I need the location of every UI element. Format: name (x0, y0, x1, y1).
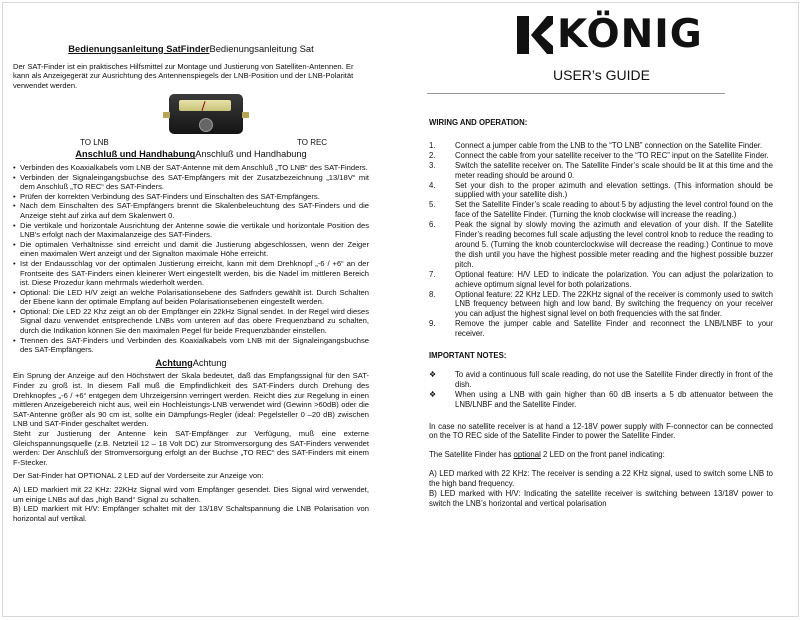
list-item: • Optional: Die LED H/V zeigt an welche Polarisationsebene des Satfnders gewählt ist. Durch Schalten der Ebene kann der optimale Empfang auf beiden Polarisationsebenen eingestellt werden. (13, 288, 369, 307)
german-led-b: B) LED markiert mit H/V: Empfänger schaltet mit der 13/18V Schaltspannung die LNB Polarisation von horizontal auf vertikal. (13, 504, 369, 523)
list-item (429, 161, 773, 181)
german-intro: Der SAT-Finder ist ein praktisches Hilfsmittel zur Montage und Justierung von Satelliten-Antennen. Er kann als Anzeigegerät zur Ausrichtung des Antennenspiegels der LNB-Position und der LNB-Polarität verwendet werden. (13, 61, 354, 90)
step-number: 8. (429, 289, 436, 299)
german-column (13, 44, 369, 523)
step-text: Optional feature: H/V LED to indicate the polarization. You can adjust the polarization to achieve optimum signal level for both polarizations. (455, 269, 773, 289)
german-warning-text: Ein Sprung der Anzeige auf den Höchstwert der Skala bedeutet, daß das Empfangssignal für den SAT-Finder zu groß ist. In diesem Fall muß die Empfindlichkeit des SAT-Finders durch Drehung des Drehknopfes „-6 / +6“ entgegen dem Uhrzeigersinn verringert werden. Reicht dies zur Regelung in einen mittleren Anzeigebereich nicht aus, weil ein Hochleistungs-LNB verwendet wird (Gewinn >60dB) oder die SAT-Antenne größer als 90 cm ist, sollte ein Dämpfungs-Regler (ideal: Pegelsteller 0 –20 dB) zwischen LNB und SAT-Finder geschaltet werden. (13, 371, 369, 429)
wiring-steps-list (429, 141, 773, 339)
german-section-warning-echo: Achtung (192, 357, 227, 368)
german-section-warning (13, 359, 369, 369)
note-text: When using a LNB with gain higher than 60 dB inserts a 5 db attenuator between the LNB/LNBF and the Satellite Finder. (455, 389, 773, 409)
diamond-bullet-icon: ❖ (429, 389, 437, 399)
list-item (429, 141, 773, 151)
konig-k-icon (517, 16, 553, 54)
german-power-text: Steht zur Justierung der Antenne kein SAT-Empfänger zur Verfügung, muß eine externe Gleichspannungsquelle (z.B. Netzteil 12 – 18 Volt DC) zur Stromversorgung des SAT-Finders verwendet werden: Der Anschluß der Stromversorgung erfolgt an der Buchse „TO REC“ des SAT-Finders mit einem F-Stecker. (13, 429, 369, 467)
list-item (429, 220, 773, 270)
header-divider (427, 93, 725, 94)
sat-finder-device-image (169, 94, 243, 134)
led-intro-pre: The Satellite Finder has (429, 450, 514, 460)
step-text: Peak the signal by slowly moving the azimuth and elevation of your dish. If the Satellite Finder’s reading becomes full scale adjusting the level control knob to reduce the reading to around 5. (Turning the knob counterclockwise will decrease the reading.) Continue to move the dish until you have the highest possible meter reading and the highest possible buzzer pitch. (455, 220, 773, 269)
label-to-lnb: TO LNB (80, 138, 109, 148)
led-intro-post: 2 LED on the front panel indicating: (540, 450, 665, 460)
led-a-text: A) LED marked with 22 KHz: The receiver is sending a 22 KHz signal, used to switch some LNB to the high band frequency. (429, 469, 773, 489)
step-text: Switch the satellite receiver on. The Satellite Finder’s scale should be lit at this time and the meter reading should be around 0. (455, 160, 773, 180)
german-led-a: A) LED markiert mit 22 KHz: 22KHz Signal wird vom Empfänger gesendet. Dies Signal wird verwendet, um einige LNBs auf das „high Band“ Signal zu schalten. (13, 484, 369, 504)
german-title (13, 44, 369, 54)
notes-list (429, 370, 773, 410)
list-item (429, 270, 773, 290)
german-instruction-list (13, 163, 369, 355)
led-intro-optional: optional (513, 450, 541, 460)
step-number: 6. (429, 220, 436, 230)
german-section-warning-main: Achtung (155, 357, 193, 368)
rec-connector (242, 112, 249, 118)
list-item: • Verbinden des Koaxialkabels vom LNB der SAT-Antenne mit dem Anschluß „TO LNB“ des SAT-Finders. (13, 163, 369, 173)
step-number: 1. (429, 140, 436, 150)
led-b-text: B) LED marked with H/V: Indicating the satellite receiver is switching between 13/18V power to switch the LNB’s horizontal and vertical polarisation (429, 489, 773, 508)
led-intro-text (429, 450, 773, 460)
step-text: Remove the jumper cable and Satellite Finder and reconnect the LNB/LNBF to your receiver. (455, 319, 773, 339)
step-number: 3. (429, 160, 436, 170)
note-text: To avid a continuous full scale reading, do not use the Satellite Finder directly in front of the dish. (455, 369, 773, 389)
list-item: • Die vertikale und horizontale Ausrichtung der Antenne sowie die vertikale und horizontale Position des LNB's erfolgt nach der Maximalanzeige des SAT-Finders. (13, 221, 369, 240)
list-item (429, 151, 773, 161)
step-number: 5. (429, 200, 436, 210)
users-guide-title: USER’s GUIDE (553, 67, 650, 83)
list-item: • Optional: Die LED 22 Khz zeigt an ob der Empfänger ein 22kHz Signal sendet. In der Regel wird dieses Signal dazu verwendet entsprechende LNBs vom unteren auf das obere Frequenzband zu schalten, durch die Indikation können Sie den maximalen Pegel für beide Frequenzbänder einstellen. (13, 307, 369, 336)
step-number: 2. (429, 150, 436, 160)
list-item: • Verbinden der Signaleingangsbuchse des SAT-Empfängers mit der Zusatzbezeichnung „13/18V“ mit dem Anschluß „TO REC“ des SAT-Finders. (13, 173, 369, 192)
wiring-heading: WIRING AND OPERATION: (429, 118, 528, 127)
list-item (429, 181, 773, 201)
step-text: Connect a jumper cable from the LNB to the “TO LNB” connection on the Satellite Finder. (455, 140, 763, 150)
step-text: Connect the cable from your satellite receiver to the “TO REC” input on the Satellite Finder. (455, 150, 769, 160)
list-item (429, 200, 773, 220)
german-section-connection-echo: Anschluß und Handhabung (195, 149, 307, 160)
power-supply-text: In case no satellite receiver is at hand a 12-18V power supply with F-connector can be connected on the TO REC side of the Satellite Finder to power the Satellite Finder. (429, 421, 773, 441)
german-title-echo: Bedienungsanleitung Sat (209, 43, 314, 54)
step-text: Set the Satellite Finder’s scale reading to about 5 by adjusting the level control found on the face of the Satellite Finder. (Turning the knob clockwise will increase the reading.) (455, 200, 773, 220)
step-number: 4. (429, 180, 436, 190)
german-led-intro: Der Sat-Finder hat OPTIONAL 2 LED auf der Vorderseite zur Anzeige von: (13, 471, 264, 481)
step-text: Optional feature: 22 KHz LED. The 22KHz signal of the receiver is commonly used to switch LNB frequency between high and low band. By switching the frequency on your receiver you can adjust the highest signal level on both frequencies with the sat finder. (455, 289, 773, 319)
step-number: 7. (429, 269, 436, 279)
logo-wordmark: KÖNIG (557, 12, 703, 57)
list-item (429, 319, 773, 339)
list-item (429, 370, 773, 390)
notes-heading: IMPORTANT NOTES: (429, 351, 507, 361)
lnb-connector (163, 112, 170, 118)
list-item: • Ist der Endausschlag vor der optimalen Justierung erreicht, kann mit dem Drehknopf „-6 / +6“ an der Frontseite des SAT-Finders einen kleinerer Wert eingestellt werden, bis die Nadel im mittleren Bereich ist. Diese Prozedur kann mehrmals wiederholt werden. (13, 259, 369, 288)
english-column (429, 118, 773, 509)
list-item: • Prüfen der korrekten Verbindung des SAT-Finders und Einschalten des SAT-Empfängers. (13, 192, 369, 202)
level-knob (199, 118, 213, 132)
german-section-connection-main: Anschluß und Handhabung (75, 149, 196, 160)
german-title-main: Bedienungsanleitung SatFinder (68, 43, 210, 54)
step-text: Set your dish to the proper azimuth and elevation settings. (This information should be supplied with your satellite dish.) (455, 180, 773, 200)
sat-finder-figure (13, 94, 369, 146)
list-item: • Trennen des SAT-Finders und Verbinden des Koaxialkabels vom LNB mit der Signaleingangsbuchse des SAT-Empfängers. (13, 336, 369, 355)
label-to-rec: TO REC (297, 138, 328, 148)
diamond-bullet-icon: ❖ (429, 369, 437, 379)
list-item (429, 290, 773, 320)
list-item (429, 390, 773, 410)
german-section-connection (13, 150, 369, 160)
list-item: • Die optimalen Verhältnisse sind erreicht und damit die Justierung abgeschlossen, wenn der Zeiger einen maximalen Wert anzeigt und der Signalton maximale Höhe erreicht. (13, 240, 369, 259)
list-item: • Nach dem Einschalten des SAT-Empfängers brennt die Skalenbeleuchtung des SAT-Finders und die Anzeige steht auf zirka auf dem Skalenwert 0. (13, 201, 369, 220)
step-number: 9. (429, 319, 436, 329)
konig-logo (517, 12, 723, 57)
